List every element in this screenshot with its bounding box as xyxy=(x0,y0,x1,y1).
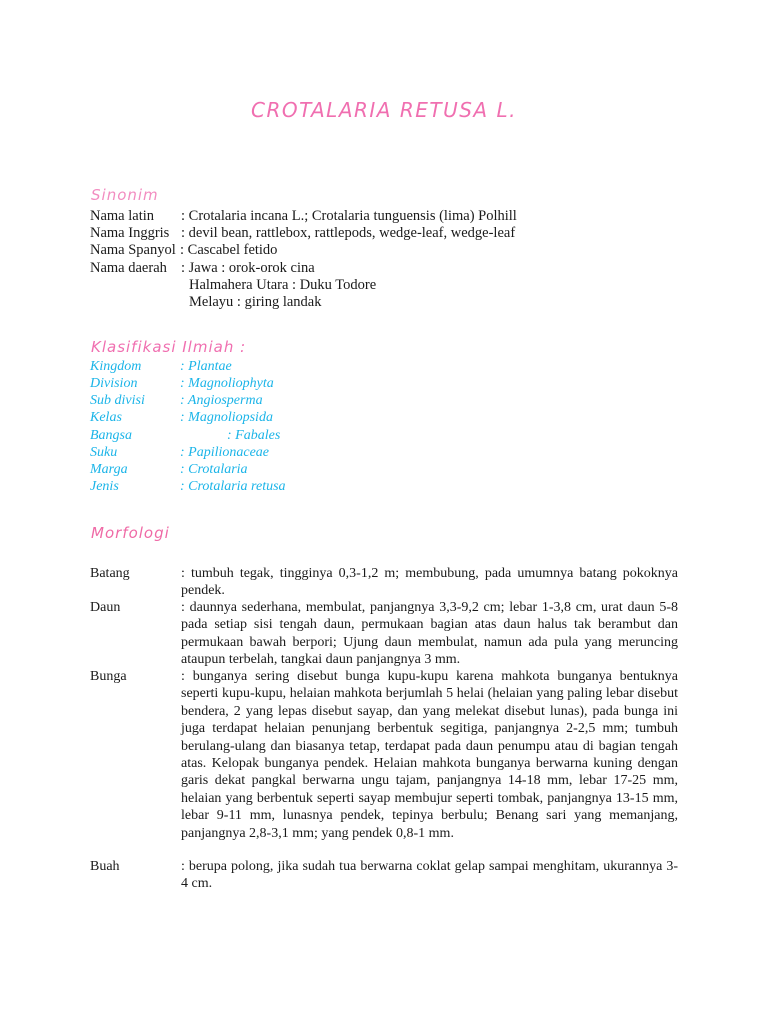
klasifikasi-row-kelas xyxy=(90,409,273,426)
sinonim-row-daerah xyxy=(90,260,315,277)
klasifikasi-label: Sub divisi xyxy=(90,393,145,408)
klasifikasi-row-kingdom xyxy=(90,358,232,375)
sinonim-value: : devil bean, rattlebox, rattlepods, wedge-leaf, wedge-leaf xyxy=(181,225,516,241)
klasifikasi-heading: Klasifikasi Ilmiah : xyxy=(91,338,247,356)
klasifikasi-label: Marga xyxy=(90,462,128,477)
morfologi-row-bunga xyxy=(90,668,678,842)
klasifikasi-value: : Crotalaria xyxy=(180,462,248,477)
klasifikasi-value: : Magnoliophyta xyxy=(180,376,274,391)
morfologi-label: Buah xyxy=(90,859,120,874)
sinonim-row-spanyol xyxy=(90,242,277,259)
klasifikasi-value: : Angiosperma xyxy=(180,393,263,408)
sinonim-label: Nama daerah xyxy=(90,260,167,276)
page-title: CROTALARIA RETUSA L. xyxy=(251,98,517,122)
klasifikasi-value: : Crotalaria retusa xyxy=(180,479,286,494)
sinonim-value: : Jawa : orok-orok cina xyxy=(181,260,315,276)
morfologi-row-buah xyxy=(90,858,678,893)
sinonim-value: : Cascabel fetido xyxy=(180,242,278,258)
sinonim-value: : Crotalaria incana L.; Crotalaria tunguensis (lima) Polhill xyxy=(181,208,517,224)
klasifikasi-value: : Magnoliopsida xyxy=(180,410,273,425)
klasifikasi-row-subdivisi xyxy=(90,392,263,409)
morfologi-heading: Morfologi xyxy=(91,524,170,542)
klasifikasi-label: Kingdom xyxy=(90,359,142,374)
klasifikasi-label: Bangsa xyxy=(90,428,132,443)
sinonim-heading: Sinonim xyxy=(91,186,159,204)
morfologi-value: : bunganya sering disebut bunga kupu-kupu karena mahkota bunganya bentuknya seperti kupu-kupu, helaian mahkota berjumlah 5 helai (helaian yang paling lebar disebut bendera, 2 yang lepas disebut sayap, dan yang melekat disebut lunas), pada bunga ini juga terdapat helaian penunjang berbentuk segitiga, panjangnya 2-2,5 mm; tumbuh berulang-ulang dan biasanya tetap, terdapat pada daun penumpu atau di bagian tengah atas. Kelopak bunganya pendek. Helaian mahkota bunganya berwarna kuning dengan garis dekat pangkal berwarna ungu tajam, panjangnya 14-18 mm, lebar 17-25 mm, helaian yang berbentuk seperti sayap membujur seperti tombak, panjangnya 13-15 mm, lebar 9-11 mm, lunasnya pendek, tepinya berbulu; Benang sari yang memanjang, panjangnya 2,8-3,1 mm; yang pendek 0,8-1 mm. xyxy=(181,669,678,841)
morfologi-row-daun xyxy=(90,599,678,669)
klasifikasi-row-division xyxy=(90,375,274,392)
klasifikasi-row-jenis xyxy=(90,478,286,495)
morfologi-value: : daunnya sederhana, membulat, panjangnya 3,3-9,2 cm; lebar 1-3,8 cm, urat daun 5-8 pada setiap sisi tengah daun, permukaan bagian atas daun halus tak berambut dan permukaan bawah berpori; Ujung daun membulat, namun ada pula yang meruncing ataupun terbelah, tangkai daun panjangnya 3 mm. xyxy=(181,600,678,668)
klasifikasi-value: : Papilionaceae xyxy=(180,445,270,460)
klasifikasi-label: Kelas xyxy=(90,410,122,425)
sinonim-row-inggris xyxy=(90,225,515,242)
morfologi-value: : tumbuh tegak, tingginya 0,3-1,2 m; membubung, pada umumnya batang pokoknya pendek. xyxy=(181,566,678,599)
sinonim-daerah-halmahera: Halmahera Utara : Duku Todore xyxy=(189,277,377,293)
morfologi-label: Daun xyxy=(90,600,121,615)
morfologi-label: Batang xyxy=(90,566,130,581)
klasifikasi-label: Jenis xyxy=(90,479,119,494)
klasifikasi-row-marga xyxy=(90,461,248,478)
sinonim-daerah-melayu: Melayu : giring landak xyxy=(189,294,322,310)
sinonim-label: Nama Inggris xyxy=(90,225,170,241)
klasifikasi-label: Suku xyxy=(90,445,118,460)
klasifikasi-value: : Fabales xyxy=(227,428,281,443)
sinonim-label: Nama Spanyol xyxy=(90,242,176,258)
morfologi-label: Bunga xyxy=(90,669,127,684)
morfologi-row-batang xyxy=(90,565,678,600)
morfologi-value: : berupa polong, jika sudah tua berwarna coklat gelap sampai menghitam, ukurannya 3-4 cm. xyxy=(181,859,678,892)
sinonim-row-latin xyxy=(90,208,517,225)
sinonim-label: Nama latin xyxy=(90,208,155,224)
klasifikasi-row-bangsa xyxy=(90,427,280,444)
klasifikasi-value: : Plantae xyxy=(180,359,232,374)
klasifikasi-row-suku xyxy=(90,444,269,461)
klasifikasi-label: Division xyxy=(90,376,138,391)
